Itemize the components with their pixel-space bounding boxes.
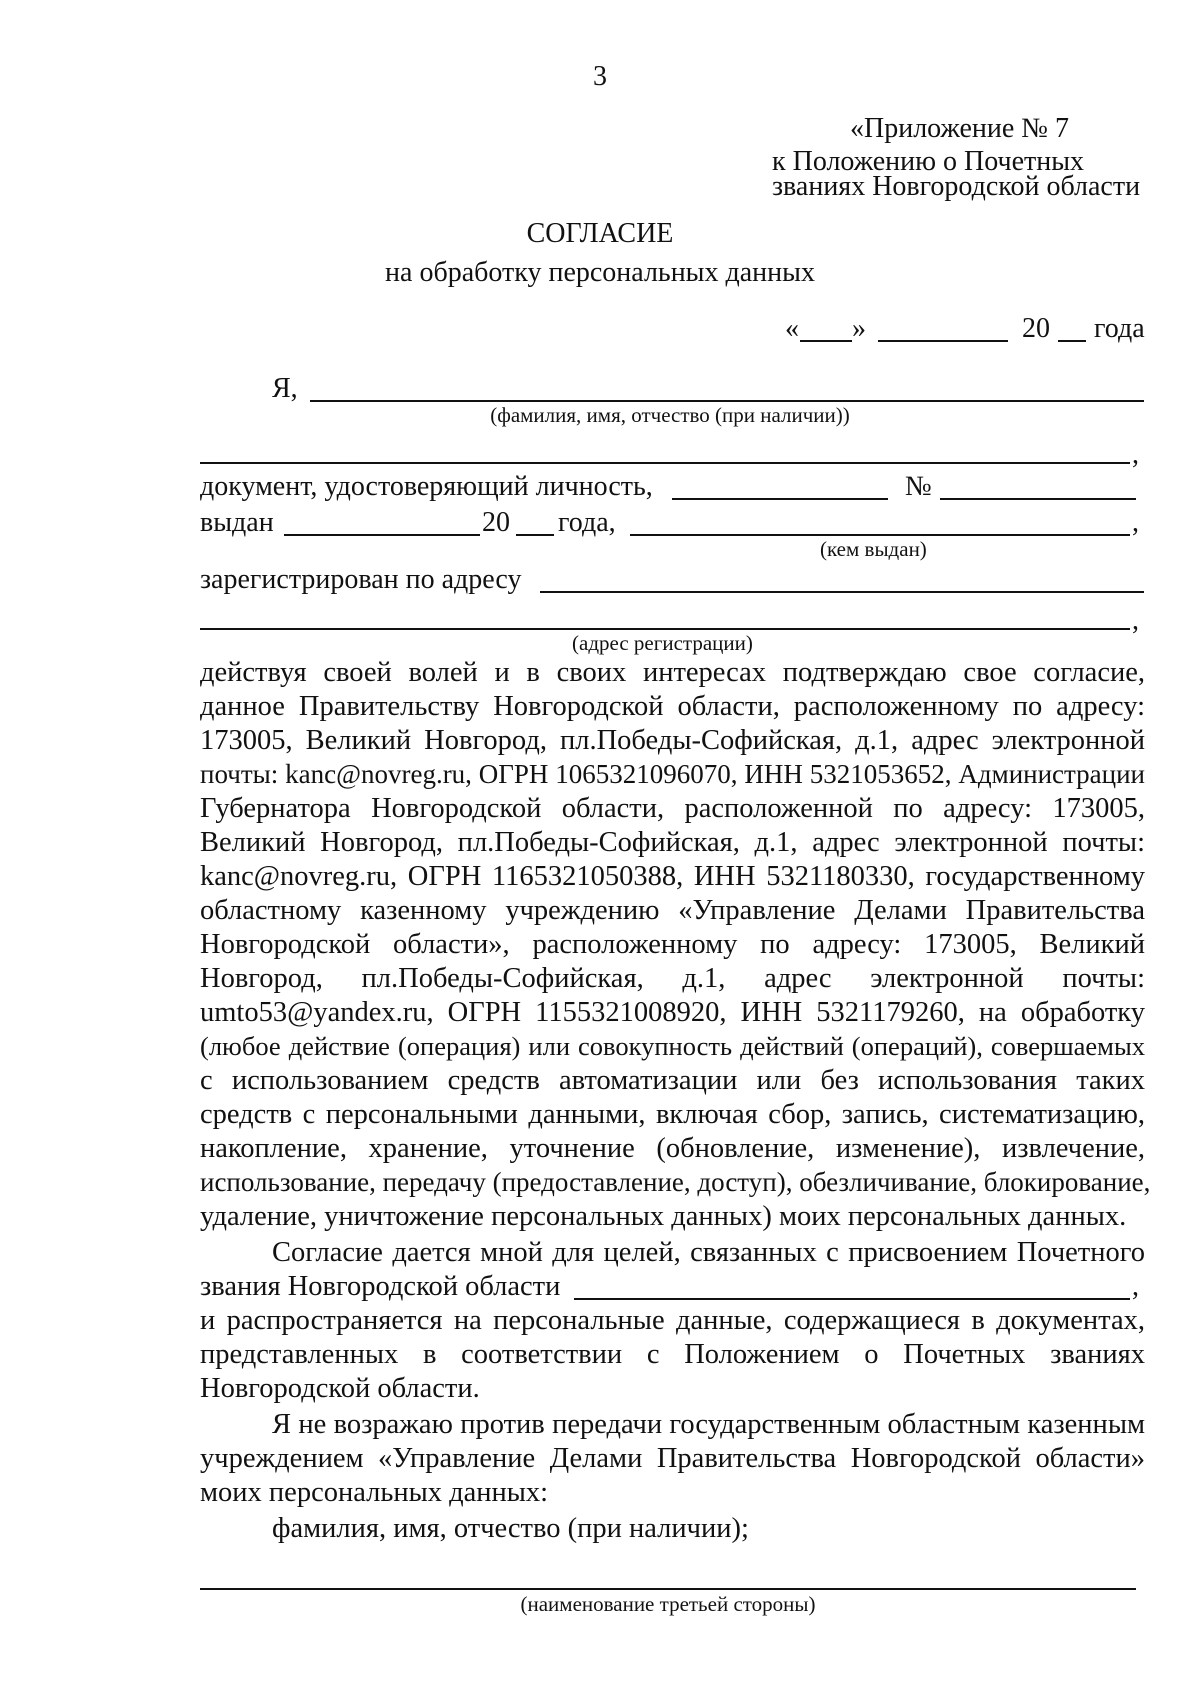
date-year-blank[interactable] [1058,340,1086,342]
body-line-2: данное Правительству Новгородской области, расположенному по адресу: [200,691,1145,722]
i-label: Я, [272,373,298,404]
appendix-line-3: званиях Новгородской области [772,171,1141,202]
issued-label: выдан [200,507,274,538]
body-line-15: накопление, хранение, уточнение (обновление, изменение), извлечение, [200,1133,1145,1164]
comma-2: , [1132,507,1139,538]
body-line-8: областному казенному учреждению «Управление Делами Правительства [200,895,1145,926]
appendix-line-2: к Положению о Почетных [772,146,1085,177]
date-year-prefix: 20 [1022,313,1050,344]
body-line-16: использование, передачу (предоставление, доступ), обезличивание, блокирование, [200,1167,1151,1197]
date-day-blank[interactable] [800,340,852,342]
body-line-3: 173005, Великий Новгород, пл.Победы-Софийская, д.1, адрес электронной [200,725,1145,756]
body-line-4: почты: kanc@novreg.ru, ОГРН 1065321096070, ИНН 5321053652, Администрации [200,759,1145,789]
comma-4: , [1132,1271,1139,1302]
address-caption: (адрес регистрации) [572,631,753,655]
address-blank[interactable] [540,591,1144,593]
date-close-quote: » [852,313,866,344]
body-line-13: с использованием средств автоматизации или без использования таких [200,1065,1145,1096]
doc-number-blank[interactable] [940,498,1136,500]
purpose-line-1: Согласие дается мной для целей, связанных с присвоением Почетного [272,1237,1145,1268]
purpose-line-3: и распространяется на персональные данные, содержащиеся в документах, [200,1305,1145,1336]
issued-year: 20 [482,507,510,538]
body-line-9: Новгородской области», расположенному по адресу: 173005, Великий [200,929,1145,960]
transfer-item-1: фамилия, имя, отчество (при наличии); [272,1513,749,1544]
body-line-14: средств с персональными данными, включая сбор, запись, систематизацию, [200,1099,1145,1130]
body-line-11: umto53@yandex.ru, ОГРН 1155321008920, ИНН 5321179260, на обработку [200,997,1145,1028]
purpose-line-2: звания Новгородской области [200,1271,561,1302]
fio-blank[interactable] [310,400,1144,402]
body-line-7: kanc@novreg.ru, ОГРН 1165321050388, ИНН 5321180330, государственному [200,861,1145,892]
appendix-line-1: «Приложение № 7 [850,113,1069,144]
body-line-17: удаление, уничтожение персональных данных) моих персональных данных. [200,1201,1127,1232]
body-line-12: (любое действие (операция) или совокупность действий (операций), совершаемых [200,1031,1145,1061]
document-title-text: СОГЛАСИЕ [526,218,674,249]
issued-year-suffix: года, [558,507,616,538]
comma-3: , [1132,605,1139,636]
fio-caption-text: (фамилия, имя, отчество (при наличии)) [490,403,850,427]
body-line-1: действуя своей волей и в своих интересах подтверждаю свое согласие, [200,657,1145,688]
date-open-quote: « [785,313,799,344]
doc-label: документ, удостоверяющий личность, [200,471,653,502]
third-party-caption-text: (наименование третьей стороны) [520,1592,816,1616]
fio-caption [0,403,1200,427]
transfer-line-3: моих персональных данных: [200,1477,549,1508]
comma-1: , [1132,439,1139,470]
issued-by-caption: (кем выдан) [820,537,927,561]
date-month-blank[interactable] [878,340,1008,342]
purpose-line-4: представленных в соответствии с Положением о Почетных званиях [200,1339,1145,1370]
document-subtitle-text: на обработку персональных данных [385,257,815,288]
issued-by-blank[interactable] [630,534,1130,536]
fio-continuation-blank[interactable] [200,462,1130,464]
registered-label: зарегистрирован по адресу [200,564,522,595]
transfer-line-2: учреждением «Управление Делами Правительства Новгородской области» [200,1443,1145,1474]
doc-type-blank[interactable] [672,498,888,500]
page-number [0,60,1200,93]
third-party-caption [0,1592,1200,1616]
honorary-title-blank[interactable] [574,1298,1130,1300]
transfer-line-1: Я не возражаю против передачи государственным областным казенным [272,1409,1145,1440]
body-line-5: Губернатора Новгородской области, расположенной по адресу: 173005, [200,793,1145,824]
number-label: № [905,471,932,502]
issued-date-blank[interactable] [284,534,480,536]
issued-year-blank[interactable] [516,534,554,536]
document-subtitle [0,256,1200,289]
page-number-text: 3 [593,61,607,92]
body-line-6: Великий Новгород, пл.Победы-Софийская, д.1, адрес электронной почты: [200,827,1145,858]
address-continuation-blank[interactable] [200,628,1130,630]
purpose-line-5: Новгородской области. [200,1373,480,1404]
body-line-10: Новгород, пл.Победы-Софийская, д.1, адрес электронной почты: [200,963,1145,994]
date-suffix: года [1094,313,1145,344]
document-title [0,217,1200,250]
third-party-blank[interactable] [200,1588,1136,1590]
